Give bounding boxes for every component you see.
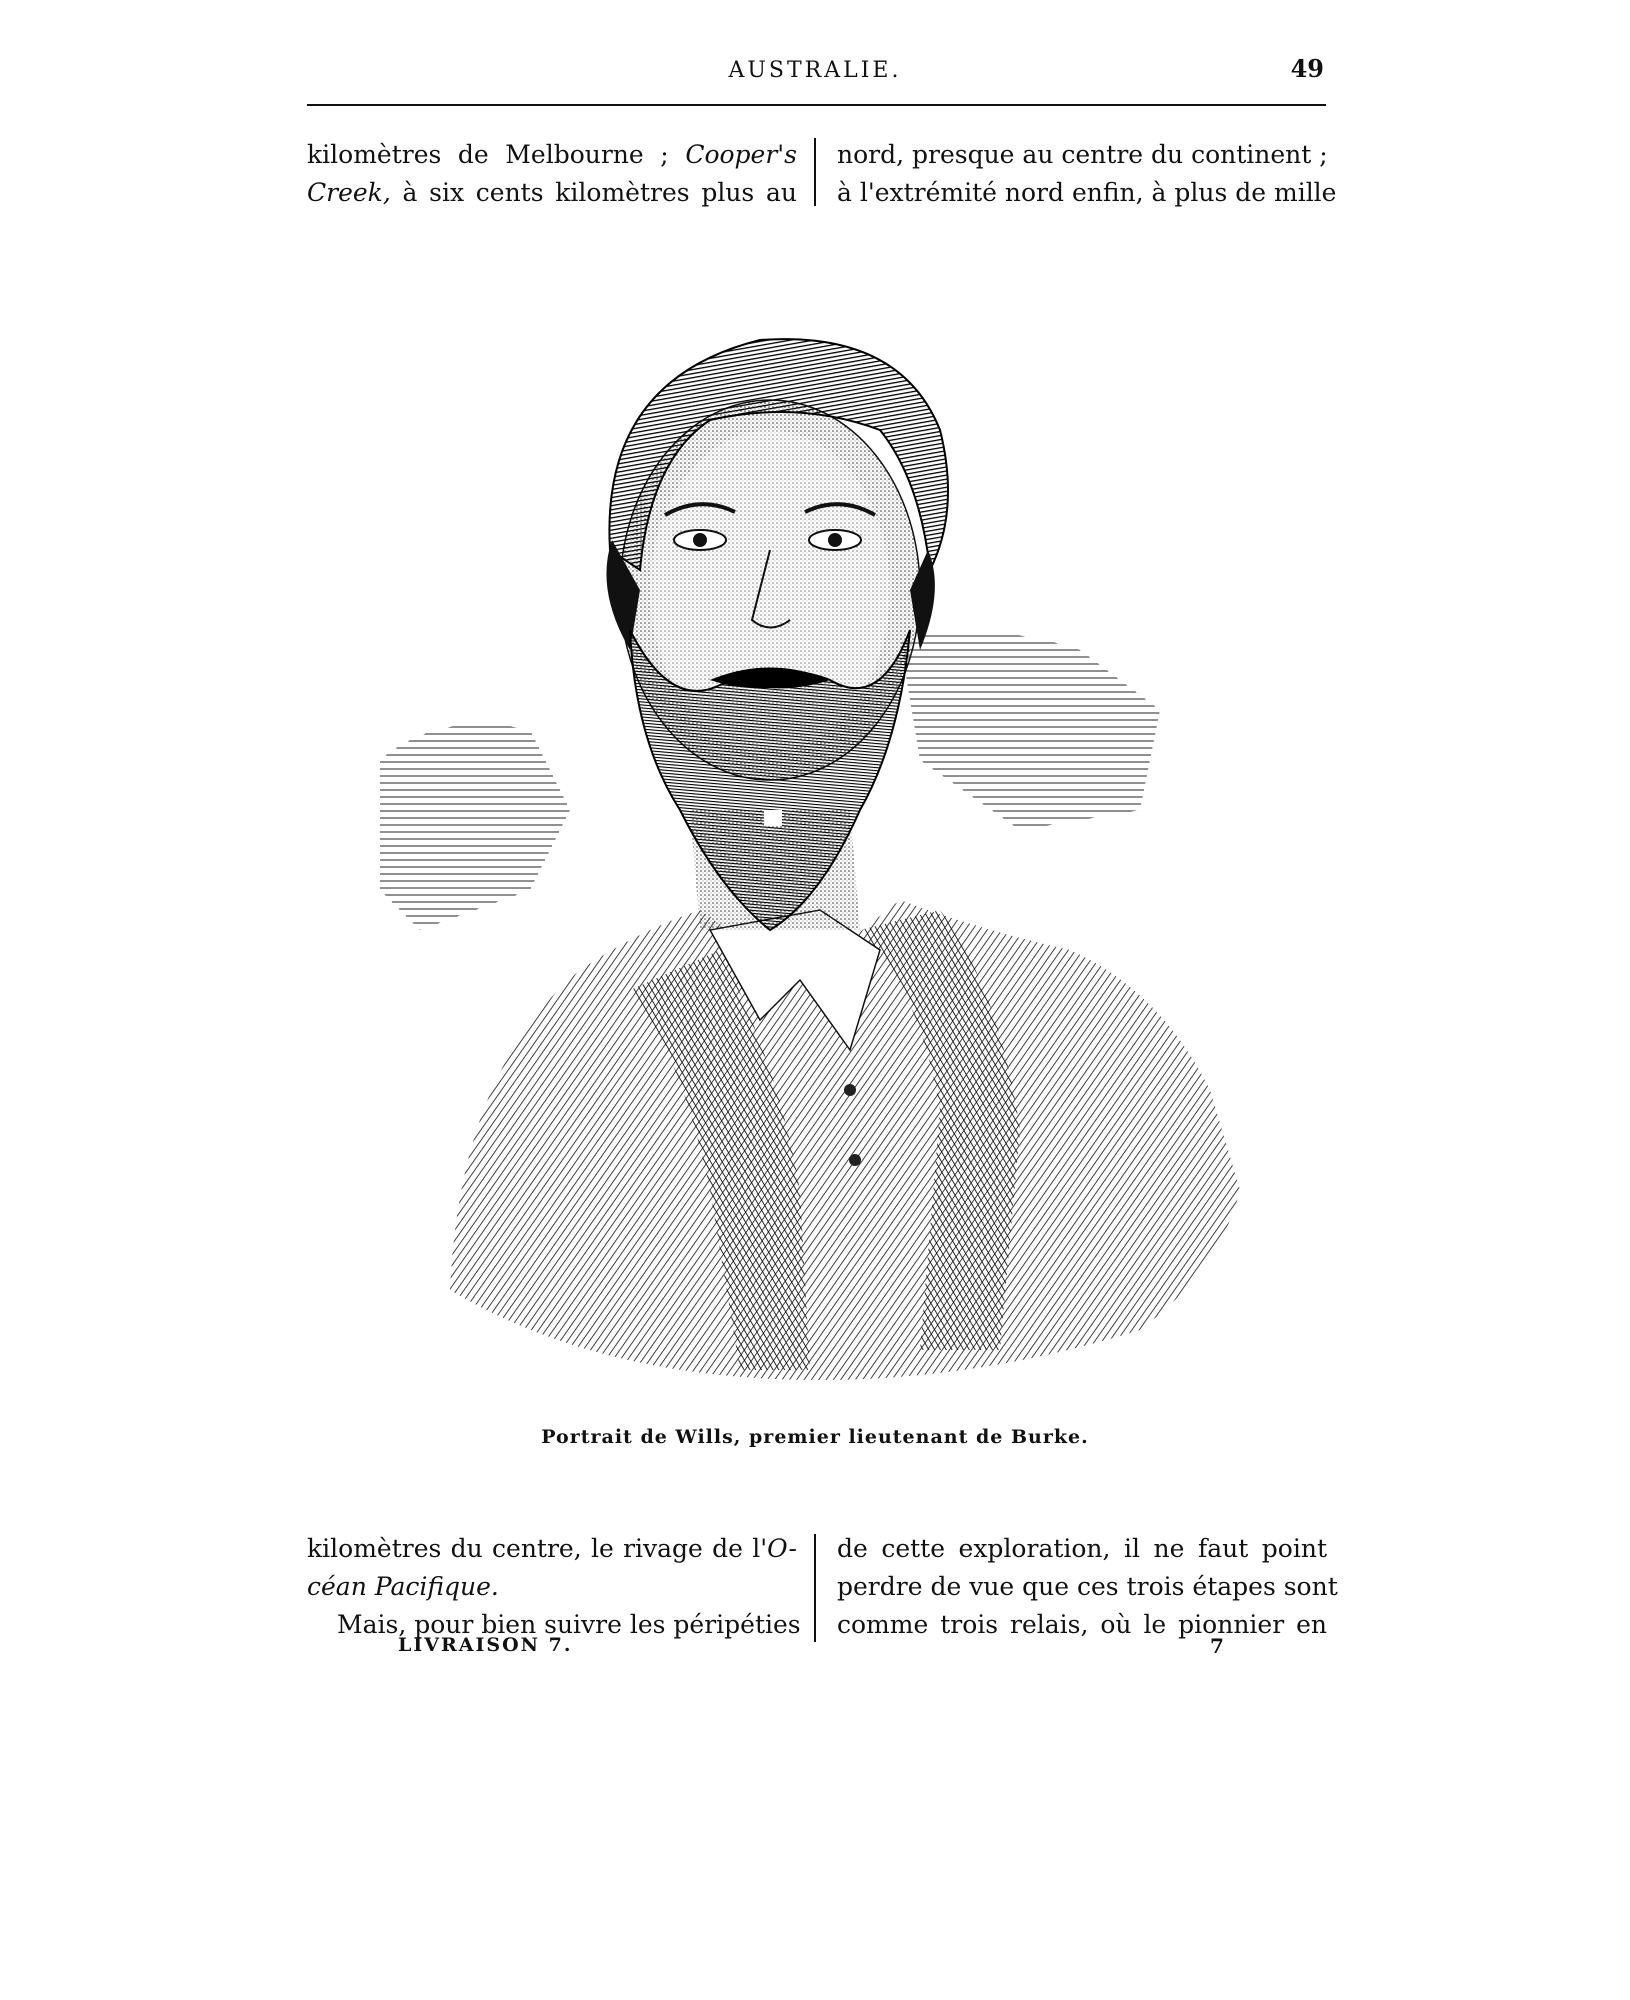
text-span: à six cents kilomètres plus au bbox=[390, 178, 797, 207]
engraved-portrait bbox=[380, 290, 1260, 1390]
button bbox=[849, 1154, 861, 1166]
italic-text: O- bbox=[767, 1534, 797, 1563]
text-line: Mais, pour bien suivre les péripéties bbox=[337, 1610, 801, 1639]
button bbox=[844, 1084, 856, 1096]
background-shading-right bbox=[900, 632, 1160, 830]
running-head bbox=[0, 54, 1630, 94]
text-line bbox=[307, 174, 797, 212]
top-right-column bbox=[837, 136, 1337, 212]
text-line bbox=[307, 136, 797, 174]
text-line bbox=[307, 1568, 797, 1606]
livraison-label: LIVRAISON 7. bbox=[398, 1634, 573, 1656]
text-span: kilomètres de Melbourne ; bbox=[307, 140, 686, 169]
top-text-columns bbox=[307, 136, 1337, 216]
column-divider bbox=[814, 138, 816, 206]
portrait-illustration bbox=[380, 290, 1260, 1390]
text-line: nord, presque au centre du continent ; bbox=[837, 140, 1328, 169]
text-line bbox=[307, 1530, 797, 1568]
italic-text: Creek, bbox=[307, 178, 391, 207]
text-line: à l'extrémité nord enfin, à plus de mille bbox=[837, 178, 1337, 207]
text-line: perdre de vue que ces trois étapes sont bbox=[837, 1572, 1338, 1601]
beard-highlight bbox=[764, 810, 782, 826]
italic-text: Cooper's bbox=[685, 140, 797, 169]
page-number: 49 bbox=[1290, 54, 1324, 83]
bottom-text-columns bbox=[307, 1530, 1338, 1650]
bottom-right-column bbox=[837, 1530, 1338, 1644]
header-rule bbox=[307, 104, 1326, 106]
text-span: kilomètres du centre, le rivage de l' bbox=[307, 1534, 768, 1563]
page-footer bbox=[0, 1634, 1630, 1664]
figure-caption: Portrait de Wills, premier lieutenant de Burke. bbox=[541, 1426, 1089, 1448]
column-divider bbox=[814, 1534, 816, 1642]
top-left-column bbox=[307, 136, 797, 212]
signature-mark: 7 bbox=[1210, 1634, 1224, 1658]
bottom-left-column bbox=[307, 1530, 801, 1644]
text-line: de cette exploration, il ne faut point bbox=[837, 1534, 1327, 1563]
background-shading-left bbox=[380, 724, 570, 930]
text-line: comme trois relais, où le pionnier en bbox=[837, 1610, 1327, 1639]
italic-text: céan Pacifique. bbox=[307, 1572, 499, 1601]
running-title: AUSTRALIE. bbox=[728, 58, 902, 83]
